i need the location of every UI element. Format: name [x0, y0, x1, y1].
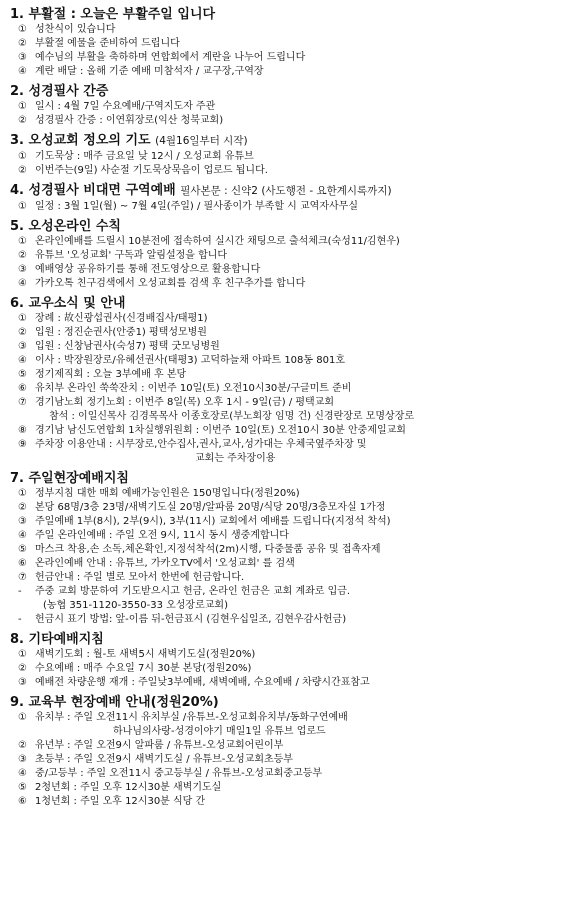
list-item — [18, 263, 558, 277]
list-item — [18, 150, 558, 164]
list-item-text: 본당 68명/3층 23명/새벽기도실 20명/알파룸 20명/식당 20명/3층모자실 1가정 — [35, 502, 386, 513]
section-title-note: (4월16일부터 시작) — [155, 135, 248, 147]
section-title: 4. 성경필사 비대면 구역예배 — [10, 183, 176, 198]
list-item — [18, 65, 558, 79]
list-item-text: 입원 : 정진순권사(안중1) 평택성모병원 — [35, 327, 207, 338]
section-title: 8. 기타예배지침 — [10, 632, 104, 647]
list-item-continuation: 참석 : 이일신목사 김경목목사 이종호장로(부노회장 임명 건) 신경란장로 모명상장로 — [49, 411, 415, 422]
section-title: 1. 부활절 : 오늘은 부활주일 입니다 — [10, 7, 216, 22]
list-item — [18, 501, 558, 515]
list-item-text: 주차장 이용안내 : 시무장로,안수집사,권사,교사,성가대는 우체국옆주차장 및 — [35, 439, 367, 450]
list-item-number: ③ — [18, 754, 27, 765]
list-item-text: 유년부 : 주일 오전9시 알파룸 / 유튜브-오성교회어린이부 — [35, 740, 284, 751]
list-item-number: ① — [18, 313, 27, 324]
list-item-text: 부활절 예물을 준비하여 드립니다 — [35, 38, 180, 49]
list-item-number: ④ — [18, 355, 27, 366]
list-item — [18, 164, 558, 178]
list-item-number: ⑦ — [18, 397, 27, 408]
list-item-number: ② — [18, 502, 27, 513]
list-item-number: ② — [18, 38, 27, 49]
list-item-text: 수요예배 : 매주 수요일 7시 30분 본당(정원20%) — [35, 663, 252, 674]
list-item-number: ② — [18, 663, 27, 674]
list-item-text: 주중 교회 방문하여 기도받으시고 헌금, 온라인 헌금은 교회 계좌로 입금. — [35, 586, 351, 597]
list-item-number: ② — [18, 327, 27, 338]
section-heading — [10, 470, 558, 487]
list-item-text: 이번주는(9일) 사순절 기도묵상묵음이 업로드 됩니다. — [35, 165, 268, 176]
section-title: 7. 주일현장예배지침 — [10, 471, 129, 486]
list-item-number: ③ — [18, 52, 27, 63]
list-item-number: ③ — [18, 677, 27, 688]
list-item-number: ② — [18, 165, 27, 176]
list-item — [18, 354, 558, 368]
list-item — [18, 51, 558, 65]
list-item-text: 헌금안내 : 주일 별로 모아서 한번에 헌금합니다. — [35, 572, 245, 583]
list-item-text: 가카오톡 친구검색에서 오성교회를 검색 후 친구추가를 합니다 — [35, 278, 306, 289]
list-item-text: 새벽기도회 : 월-토 새벽5시 새벽기도실(정원20%) — [35, 649, 256, 660]
list-item-number: ④ — [18, 278, 27, 289]
list-item-number: ③ — [18, 341, 27, 352]
list-item-text: 기도묵상 : 매주 금요일 낮 12시 / 오성교회 유튜브 — [35, 151, 254, 162]
list-item — [18, 662, 558, 676]
list-item-text: 일정 : 3월 1일(월) ~ 7월 4일(주일) / 필사종이가 부족할 시 교역자사무실 — [35, 201, 358, 212]
list-item — [18, 438, 558, 452]
list-item — [18, 543, 558, 557]
list-item-number: ① — [18, 236, 27, 247]
section-title: 2. 성경필사 간증 — [10, 84, 109, 99]
list-item — [18, 585, 558, 599]
list-item-text: 이사 : 박장원장로/유혜선권사(태평3) 고덕하늘채 아파트 108동 801호 — [35, 355, 345, 366]
list-item — [18, 100, 558, 114]
list-item-number: ⑦ — [18, 572, 27, 583]
list-item-number: ① — [18, 712, 27, 723]
list-item-text: 계란 배달 : 올해 기준 예배 미참석자 / 교구장,구역장 — [35, 66, 264, 77]
section-heading — [10, 6, 558, 23]
list-item — [18, 114, 558, 128]
list-item-text: 2청년회 : 주일 오후 12시30분 새벽기도실 — [35, 782, 222, 793]
list-item — [18, 340, 558, 354]
list-item-text: 주일 온라인예배 : 주일 오전 9시, 11시 동시 생중계합니다 — [35, 530, 289, 541]
list-item — [18, 613, 558, 627]
list-item — [18, 23, 558, 37]
list-item-number: ② — [18, 250, 27, 261]
list-item-text: 경기남 남신도연합회 1차실행위원회 : 이번주 10일(토) 오전10시 30분 안중제일교회 — [35, 425, 406, 436]
list-item-text: 초등부 : 주일 오전9시 새벽기도실 / 유튜브-오성교회초등부 — [35, 754, 293, 765]
list-item — [18, 487, 558, 501]
list-item — [18, 235, 558, 249]
list-item-text: 성찬식이 있습니다 — [35, 24, 116, 35]
section-title: 5. 오성온라인 수칙 — [10, 219, 121, 234]
list-item-text: 정기제직회 : 오늘 3부예배 후 본당 — [35, 369, 187, 380]
list-item-text: 마스크 착용,손 소독,체온확인,지정석착석(2m)시행, 다중물품 공유 및 접촉자제 — [35, 544, 381, 555]
list-item-number: ① — [18, 101, 27, 112]
list-item — [18, 739, 558, 753]
list-item — [18, 382, 558, 396]
list-item-text: 중/고등부 : 주일 오전11시 중고등부실 / 유튜브-오성교회중고등부 — [35, 768, 323, 779]
list-item — [18, 571, 558, 585]
list-item-text: 헌금시 표기 방법: 앞-이름 뒤-헌금표시 (김현우십일조, 김현우감사헌금) — [35, 614, 347, 625]
list-item-number: - — [18, 586, 22, 597]
section-heading — [10, 83, 558, 100]
section-heading — [10, 218, 558, 235]
list-item-text: 경기남노회 정기노회 : 이번주 8일(목) 오후 1시 - 9일(금) / 평택교회 — [35, 397, 335, 408]
list-item-text: 주일예배 1부(8시), 2부(9시), 3부(11시) 교회에서 예배를 드립니다(지정석 착석) — [35, 516, 391, 527]
section-heading — [10, 631, 558, 648]
list-item — [18, 515, 558, 529]
list-item — [18, 529, 558, 543]
list-item-number: ① — [18, 24, 27, 35]
list-item — [18, 711, 558, 725]
list-item — [18, 312, 558, 326]
list-item-number: ② — [18, 740, 27, 751]
list-item-number: ⑧ — [18, 425, 27, 436]
list-item — [18, 424, 558, 438]
list-item — [18, 557, 558, 571]
list-item-text: 정부지침 대한 매회 예배가능인원은 150명입니다(정원20%) — [35, 488, 300, 499]
list-item-text: 온라인예배를 드릴시 10분전에 접속하여 실시간 채팅으로 출석체크(숙성11/김현우) — [35, 236, 400, 247]
list-item-text: 온라인예배 안내 : 유튜브, 가카오TV에서 '오성교회' 를 검색 — [35, 558, 295, 569]
list-item — [18, 37, 558, 51]
list-item-text: 예배영상 공유하기를 통해 전도영상으로 활용합니다 — [35, 264, 261, 275]
list-item-text: 유치부 : 주일 오전11시 유치부실 /유튜브-오성교회유치부/동화구연예배 — [35, 712, 348, 723]
list-item-number: ① — [18, 201, 27, 212]
list-item-number: ④ — [18, 66, 27, 77]
list-item — [18, 795, 558, 809]
list-item-continuation: 하나님의사랑-성경이야기 매일1일 유튜브 업로드 — [113, 726, 326, 737]
list-item-continuation: (농협 351-1120-3550-33 오성장로교회) — [43, 600, 228, 611]
list-item-number: ⑤ — [18, 369, 27, 380]
list-item — [18, 676, 558, 690]
list-item-number: ⑤ — [18, 544, 27, 555]
list-item — [18, 249, 558, 263]
list-item — [18, 200, 558, 214]
list-item-number: ⑨ — [18, 439, 27, 450]
section-heading — [10, 132, 558, 150]
list-item-number: - — [18, 614, 22, 625]
list-item-number: ② — [18, 115, 27, 126]
list-item-number: ③ — [18, 516, 27, 527]
list-item-text: 예수님의 부활을 축하하며 연합회에서 계란을 나누어 드립니다 — [35, 52, 306, 63]
list-item — [18, 277, 558, 291]
list-item-text: 유튜브 '오성교회' 구독과 알림설정을 합니다 — [35, 250, 228, 261]
section-title: 9. 교육부 현장예배 안내(정원20%) — [10, 695, 219, 710]
list-item-text: 입원 : 신창남권사(숙성7) 평택 굿모닝병원 — [35, 341, 220, 352]
section-title: 6. 교우소식 및 안내 — [10, 296, 126, 311]
list-item-number: ③ — [18, 264, 27, 275]
list-item-number: ⑥ — [18, 383, 27, 394]
list-item-text: 유치부 온라인 쑥쑥잔치 : 이번주 10일(토) 오전10시30분/구글미트 준비 — [35, 383, 352, 394]
list-item-text: 일시 : 4월 7일 수요예배/구역지도자 주관 — [35, 101, 216, 112]
list-item-number: ① — [18, 151, 27, 162]
section-title-note: 필사본문 : 신약2 (사도행전 - 요한계시록까지) — [180, 185, 392, 197]
list-item-number: ⑥ — [18, 796, 27, 807]
list-item — [18, 753, 558, 767]
list-item-text: 장례 : 故신광섭권사(신경배집사/태평1) — [35, 313, 208, 324]
list-item-number: ① — [18, 488, 27, 499]
section-heading — [10, 295, 558, 312]
list-item — [18, 326, 558, 340]
list-item-text: 1청년회 : 주일 오후 12시30분 식당 간 — [35, 796, 206, 807]
list-item-number: ⑥ — [18, 558, 27, 569]
list-item — [18, 396, 558, 410]
list-item — [18, 767, 558, 781]
list-item-continuation: 교회는 주차장이용 — [195, 453, 276, 464]
list-item-number: ④ — [18, 768, 27, 779]
list-item — [18, 781, 558, 795]
list-item-number: ① — [18, 649, 27, 660]
list-item-text: 성경필사 간증 : 이연휘장로(익산 청북교회) — [35, 115, 224, 126]
section-heading — [10, 694, 558, 711]
section-heading — [10, 182, 558, 200]
list-item — [18, 368, 558, 382]
list-item-number: ⑤ — [18, 782, 27, 793]
list-item-number: ④ — [18, 530, 27, 541]
list-item-text: 예배전 차량운행 재개 : 주일낮3부예배, 새벽예배, 수요예배 / 차량시간표참고 — [35, 677, 370, 688]
section-title: 3. 오성교회 정오의 기도 — [10, 133, 151, 148]
list-item — [18, 648, 558, 662]
